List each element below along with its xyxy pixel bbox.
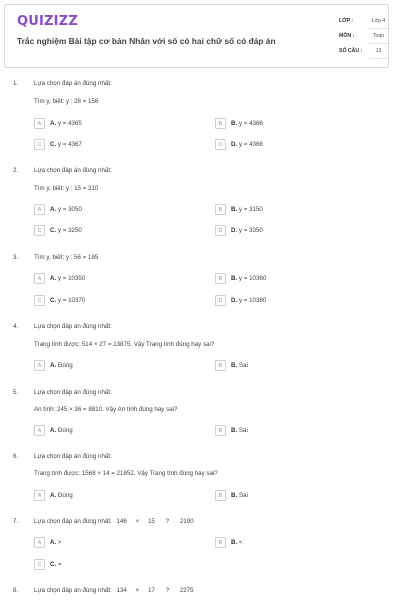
meta-label: SỐ CÂU : xyxy=(339,48,363,54)
worksheet-title: Trắc nghiệm Bài tập cơ bản Nhân với số có hai chữ số có đáp án xyxy=(17,36,276,46)
question-prompt: Lựa chọn đáp án đúng nhất: xyxy=(34,167,112,174)
option-letter-box: A xyxy=(34,425,45,436)
expr-operator: × xyxy=(135,518,140,525)
question-number: 6. xyxy=(13,453,19,460)
meta-underline xyxy=(369,28,388,29)
option-letter-box: B xyxy=(215,118,226,129)
option-letter-box: A xyxy=(34,118,45,129)
option-letter-box: B xyxy=(215,204,226,215)
expr-blank: ? xyxy=(165,587,170,594)
option-letter-box: C xyxy=(34,225,45,236)
question-prompt: Lựa chọn đáp án đúng nhất: xyxy=(34,323,112,330)
option-letter-box: B xyxy=(215,490,226,501)
option-letter-box: D xyxy=(215,225,226,236)
expr-operand: 17 xyxy=(147,587,155,594)
question-number: 7. xyxy=(13,518,19,525)
option-letter-box: A xyxy=(34,204,45,215)
meta-value: Lớp 4 xyxy=(371,18,386,24)
option-letter-box: D xyxy=(215,139,226,150)
question-number: 1. xyxy=(13,80,19,87)
question-text: Tìm y, biết: y : 15 = 210 xyxy=(34,185,99,192)
question-number: 5. xyxy=(13,389,19,396)
question-text: Trang tính được: 1568 × 14 = 21852. Vậy Trang tính đúng hay sai? xyxy=(34,470,218,477)
question-prompt: Lựa chọn đáp án đúng nhất: 134 × 17 ? 2275 xyxy=(34,587,194,594)
meta-value: Toán xyxy=(372,33,385,39)
expr-result: 2275 xyxy=(179,587,194,594)
option-letter-box: B xyxy=(215,425,226,436)
question-prompt: Lựa chọn đáp án đúng nhất: 146 × 15 ? 2190 xyxy=(34,518,194,525)
quizizz-logo: QUIZIZZ xyxy=(17,14,78,29)
question-prompt: Lựa chọn đáp án đúng nhất: xyxy=(34,453,112,460)
option-letter-box: C xyxy=(34,559,45,570)
option-letter-box: A xyxy=(34,360,45,371)
question-prompt: Lựa chọn đáp án đúng nhất: xyxy=(34,80,112,87)
question-prompt: Tìm y, biết: y : 56 = 185 xyxy=(34,254,99,261)
question-text: Tìm y, biết: y : 28 = 156 xyxy=(34,98,99,105)
option-letter-box: A xyxy=(34,490,45,501)
meta-underline xyxy=(369,43,388,44)
option-letter-box: A xyxy=(34,537,45,548)
expr-operand: 134 xyxy=(116,587,127,594)
question-number: 3. xyxy=(13,254,19,261)
meta-label: MÔN : xyxy=(339,33,355,39)
question-number: 2. xyxy=(13,167,19,174)
question-text: Trang tính được: 514 × 27 = 13875. Vậy Trang tính đúng hay sai? xyxy=(34,341,215,348)
question-number: 4. xyxy=(13,323,19,330)
expr-operand: 146 xyxy=(116,518,127,525)
option-letter-box: C xyxy=(34,295,45,306)
option-letter-box: C xyxy=(34,139,45,150)
expr-result: 2190 xyxy=(179,518,194,525)
question-number: 8. xyxy=(13,587,19,594)
option-letter-box: B xyxy=(215,537,226,548)
question-prompt: Lựa chọn đáp án đúng nhất: xyxy=(34,389,112,396)
meta-label: LỚP : xyxy=(339,18,354,24)
option-letter-box: A xyxy=(34,273,45,284)
question-text: An tính: 245 × 36 = 8810. Vậy An tính đúng hay sai? xyxy=(34,406,178,413)
option-letter-box: D xyxy=(215,295,226,306)
meta-value: 13 xyxy=(375,48,382,54)
option-letter-box: B xyxy=(215,273,226,284)
expr-blank: ? xyxy=(165,518,170,525)
expr-operator: × xyxy=(135,587,140,594)
meta-underline xyxy=(369,58,388,59)
worksheet-header xyxy=(4,4,389,68)
option-letter-box: B xyxy=(215,360,226,371)
expr-operand: 15 xyxy=(147,518,155,525)
